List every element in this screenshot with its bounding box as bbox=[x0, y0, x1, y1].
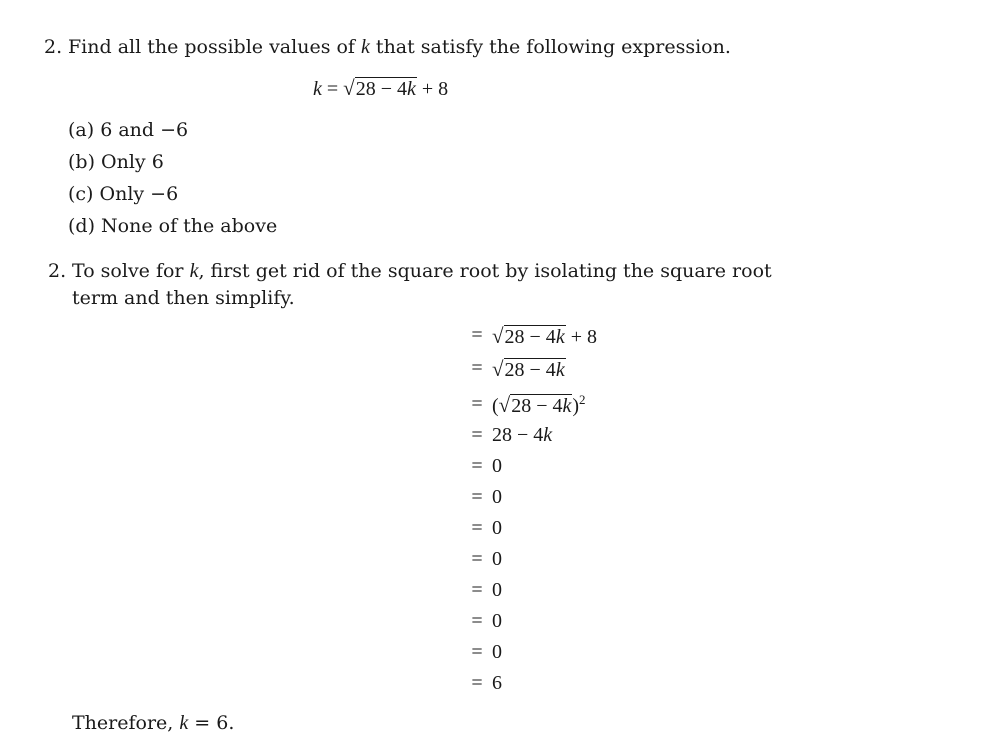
question-equation: k = √28 − 4k + 8 bbox=[313, 76, 449, 100]
option-text: Only 6 bbox=[101, 151, 164, 173]
option-label: (b) bbox=[68, 151, 95, 173]
option-label: (a) bbox=[68, 119, 95, 141]
solution-number: 2. bbox=[48, 260, 67, 282]
solution-intro-line-2: term and then simplify. bbox=[72, 287, 295, 309]
option-text: 6 and −6 bbox=[100, 119, 189, 141]
option-text: Only −6 bbox=[99, 183, 179, 205]
solution-conclusion: Therefore, k = 6. bbox=[72, 712, 235, 734]
option-label: (c) bbox=[68, 183, 94, 205]
question-number: 2. bbox=[44, 36, 63, 58]
option-text: None of the above bbox=[101, 215, 278, 237]
solution-intro-line-1: To solve for k, first get rid of the square root by isolating the square root bbox=[72, 260, 772, 282]
question-prompt: Find all the possible values of k that satisfy the following expression. bbox=[68, 36, 731, 58]
derivation-steps: = √28 − 4k + 8 = √28 − 4k = $(√28 - 4k)^2$ = 28 − 4k = 0 = 0 = 0 = 0 = 0 = 0 = 0 = 6 bbox=[471, 324, 597, 694]
option-label: (d) bbox=[68, 215, 95, 237]
